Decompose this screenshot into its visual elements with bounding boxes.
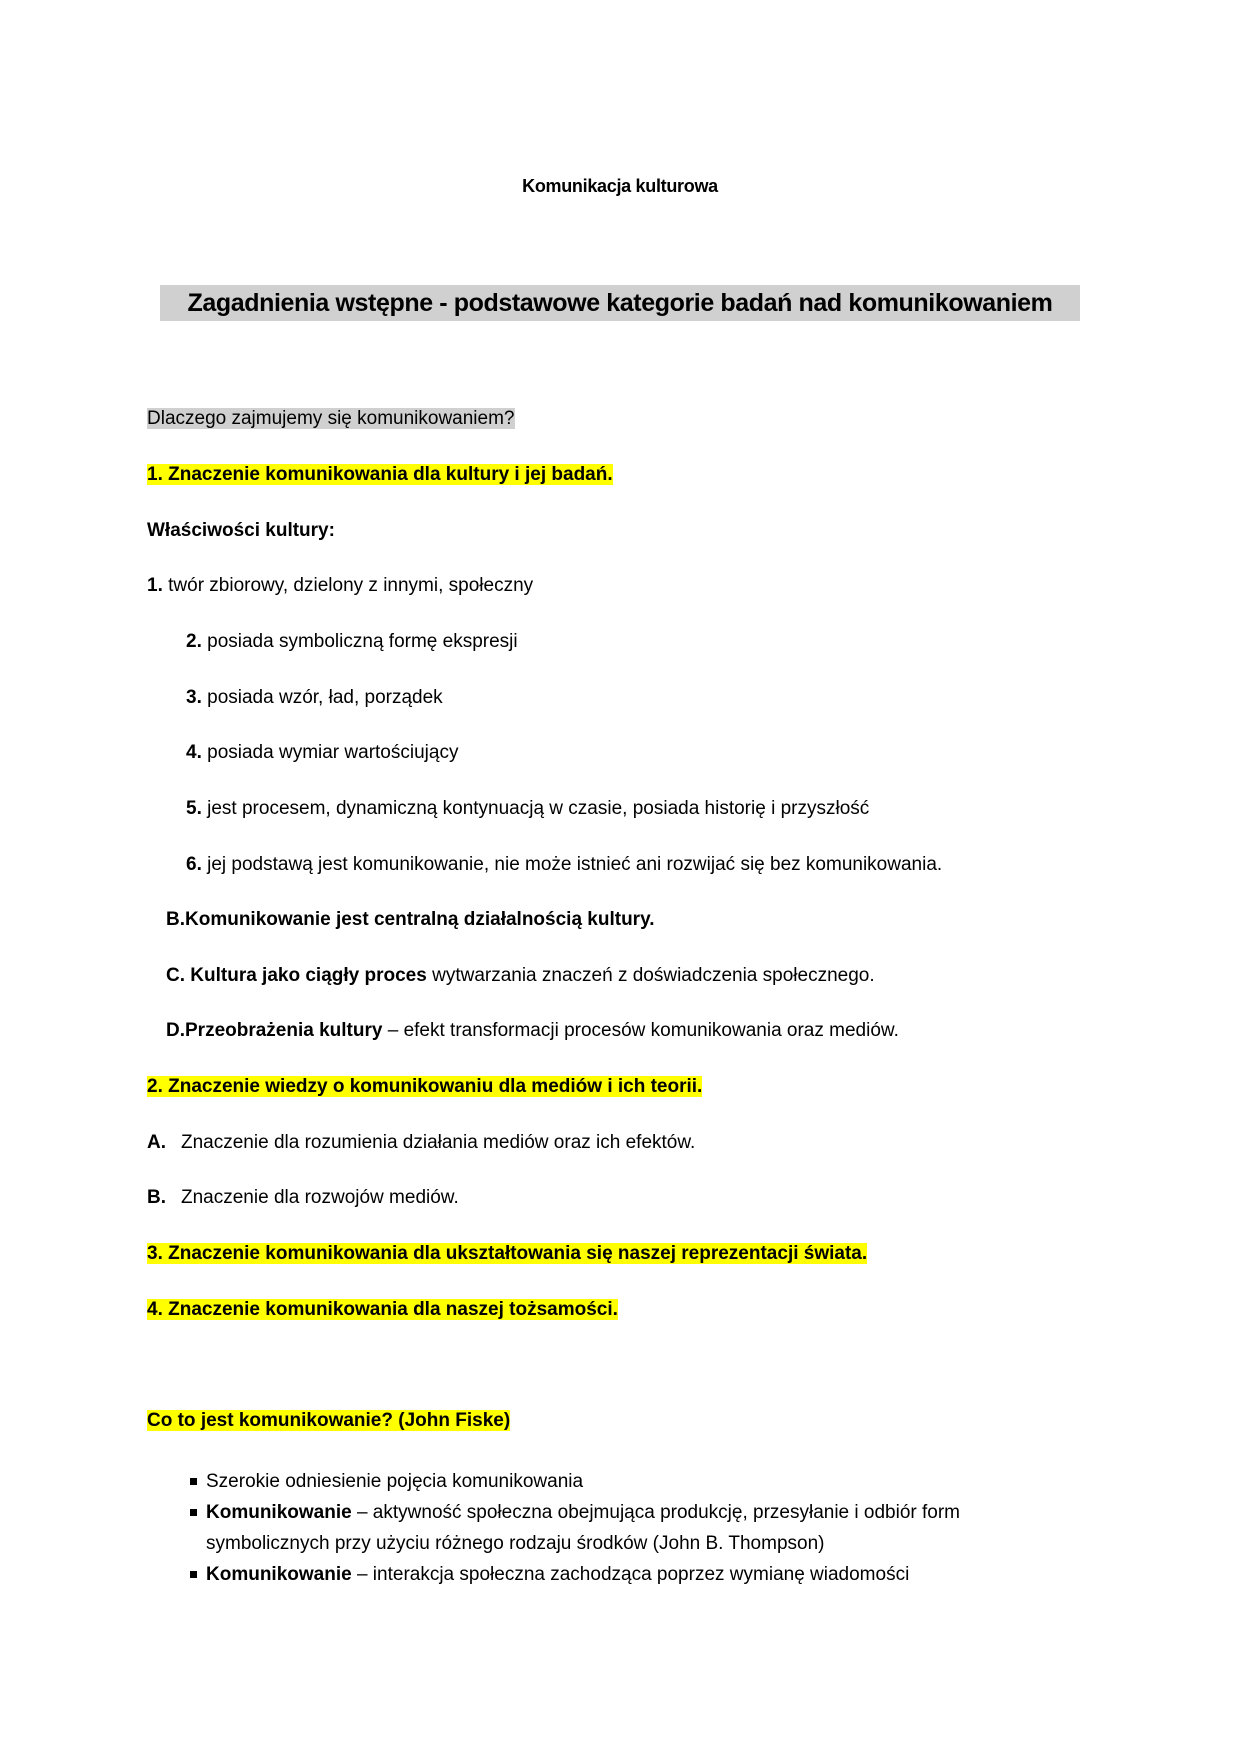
question-heading	[147, 406, 515, 432]
section-1-heading	[147, 462, 613, 488]
section-heading: Zagadnienia wstępne - podstawowe kategorie badań nad komunikowaniem	[160, 285, 1080, 321]
properties-label: Właściwości kultury:	[147, 520, 335, 541]
section-1-text: 1. Znaczenie komunikowania dla kultury i jej badań.	[147, 464, 613, 485]
point-d: D.Przeobrażenia kultury – efekt transformacji procesów komunikowania oraz mediów.	[166, 1020, 899, 1041]
property-item-5: 5. jest procesem, dynamiczną kontynuacją w czasie, posiada historię i przyszłość	[186, 798, 870, 819]
property-item-2: 2. posiada symboliczną formę ekspresji	[186, 631, 518, 652]
definition-bullet-list	[190, 1466, 1026, 1590]
section-2-item-b: B. Znaczenie dla rozwojów mediów.	[147, 1187, 459, 1208]
document-title: Komunikacja kulturowa	[522, 176, 718, 196]
point-b: B.Komunikowanie jest centralną działalnością kultury.	[166, 909, 655, 930]
bullet-item: Szerokie odniesienie pojęcia komunikowania	[190, 1466, 1026, 1497]
question-text: Dlaczego zajmujemy się komunikowaniem?	[147, 408, 515, 429]
bullet-item: Komunikowanie – aktywność społeczna obejmująca produkcję, przesyłanie i odbiór form symbolicznych przy użyciu różnego rodzaju środków (John B. Thompson)	[190, 1497, 1026, 1559]
section-3-text: 3. Znaczenie komunikowania dla ukształtowania się naszej reprezentacji świata.	[147, 1243, 868, 1264]
definition-heading	[147, 1408, 510, 1434]
property-item-1: 1. twór zbiorowy, dzielony z innymi, społeczny	[147, 575, 534, 596]
property-item-4: 4. posiada wymiar wartościujący	[186, 742, 459, 763]
section-4-text: 4. Znaczenie komunikowania dla naszej tożsamości.	[147, 1299, 618, 1320]
definition-heading-text: Co to jest komunikowanie? (John Fiske)	[147, 1410, 511, 1431]
bullet-item: Komunikowanie – interakcja społeczna zachodząca poprzez wymianę wiadomości	[190, 1559, 1026, 1590]
section-3-heading	[147, 1241, 867, 1267]
property-item-6: 6. jej podstawą jest komunikowanie, nie może istnieć ani rozwijać się bez komunikowania.	[186, 854, 943, 875]
property-item-3: 3. posiada wzór, ład, porządek	[186, 687, 443, 708]
section-4-heading	[147, 1297, 618, 1323]
bullet-square-icon	[190, 1478, 197, 1485]
section-2-heading	[147, 1074, 702, 1100]
bullet-square-icon	[190, 1509, 197, 1516]
section-2-text: 2. Znaczenie wiedzy o komunikowaniu dla mediów i ich teorii.	[147, 1076, 703, 1097]
point-c: C. Kultura jako ciągły proces wytwarzania znaczeń z doświadczenia społecznego.	[166, 965, 875, 986]
bullet-square-icon	[190, 1571, 197, 1578]
section-2-item-a: A. Znaczenie dla rozumienia działania mediów oraz ich efektów.	[147, 1132, 696, 1153]
